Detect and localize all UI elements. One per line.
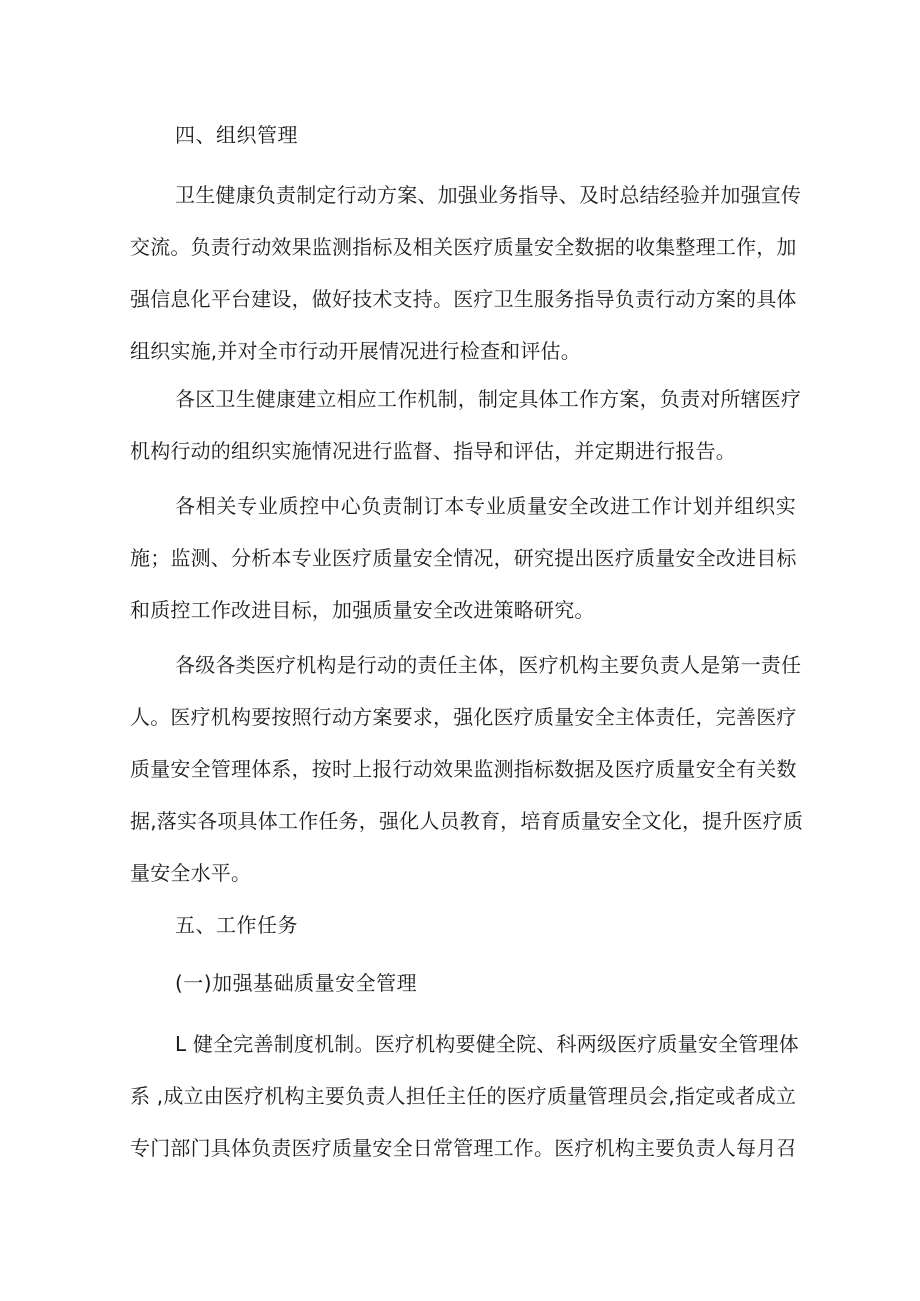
paragraph-line: 强信息化平台建设，做好技术支持。医疗卫生服务指导负责行动方案的具体 <box>130 287 797 311</box>
paragraph-2 <box>130 385 802 489</box>
paragraph-line: L 健全完善制度机制。医疗机构要健全院、科两级医疗质量安全管理体 <box>175 1032 799 1056</box>
paragraph-line: 机构行动的组织实施情况进行监督、指导和评估，并定期进行报告。 <box>130 439 736 463</box>
paragraph-line: 施；监测、分析本专业医疗质量安全情况，研究提出医疗质量安全改进目标 <box>130 546 797 570</box>
paragraph-line: 卫生健康负责制定行动方案、加强业务指导、及时总结经验并加强宣传 <box>175 183 802 207</box>
paragraph-3 <box>130 492 796 648</box>
paragraph-line: 各相关专业质控中心负责制订本专业质量安全改进工作计划并组织实 <box>175 494 796 518</box>
paragraph-line: 和质控工作改进目标，加强质量安全改进策略研究。 <box>130 598 595 622</box>
paragraph-1 <box>130 181 802 389</box>
paragraph-4 <box>130 651 804 911</box>
paragraph-line: 质量安全管理体系，按时上报行动效果监测指标数据及医疗质量安全有关数 <box>130 757 797 781</box>
paragraph-line: 系 ,成立由医疗机构主要负责人担任主任的医疗质量管理员会,指定或者成立 <box>130 1084 797 1108</box>
paragraph-line: 各级各类医疗机构是行动的责任主体，医疗机构主要负责人是第一责任 <box>175 653 802 677</box>
section-4-heading: 四、组织管理 <box>175 123 298 147</box>
subsection-1-heading: (一)加强基础质量安全管理 <box>175 971 418 995</box>
paragraph-line: 各区卫生健康建立相应工作机制，制定具体工作方案，负责对所辖医疗 <box>175 387 802 411</box>
paragraph-line: 组织实施,并对全市行动开展情况进行检查和评估。 <box>130 339 581 363</box>
paragraph-line: 据,落实各项具体工作任务，强化人员教育，培育质量安全文化，提升医疗质 <box>130 809 804 833</box>
section-5-heading: 五、工作任务 <box>175 913 298 937</box>
paragraph-line: 人。医疗机构要按照行动方案要求，强化医疗质量安全主体责任，完善医疗 <box>130 705 797 729</box>
paragraph-line: 量安全水平。 <box>130 861 252 885</box>
paragraph-5 <box>130 1030 799 1186</box>
paragraph-line: 交流。负责行动效果监测指标及相关医疗质量安全数据的收集整理工作，加 <box>130 235 797 259</box>
paragraph-line: 专门部门具体负责医疗质量安全日常管理工作。医疗机构主要负责人每月召 <box>130 1136 797 1160</box>
